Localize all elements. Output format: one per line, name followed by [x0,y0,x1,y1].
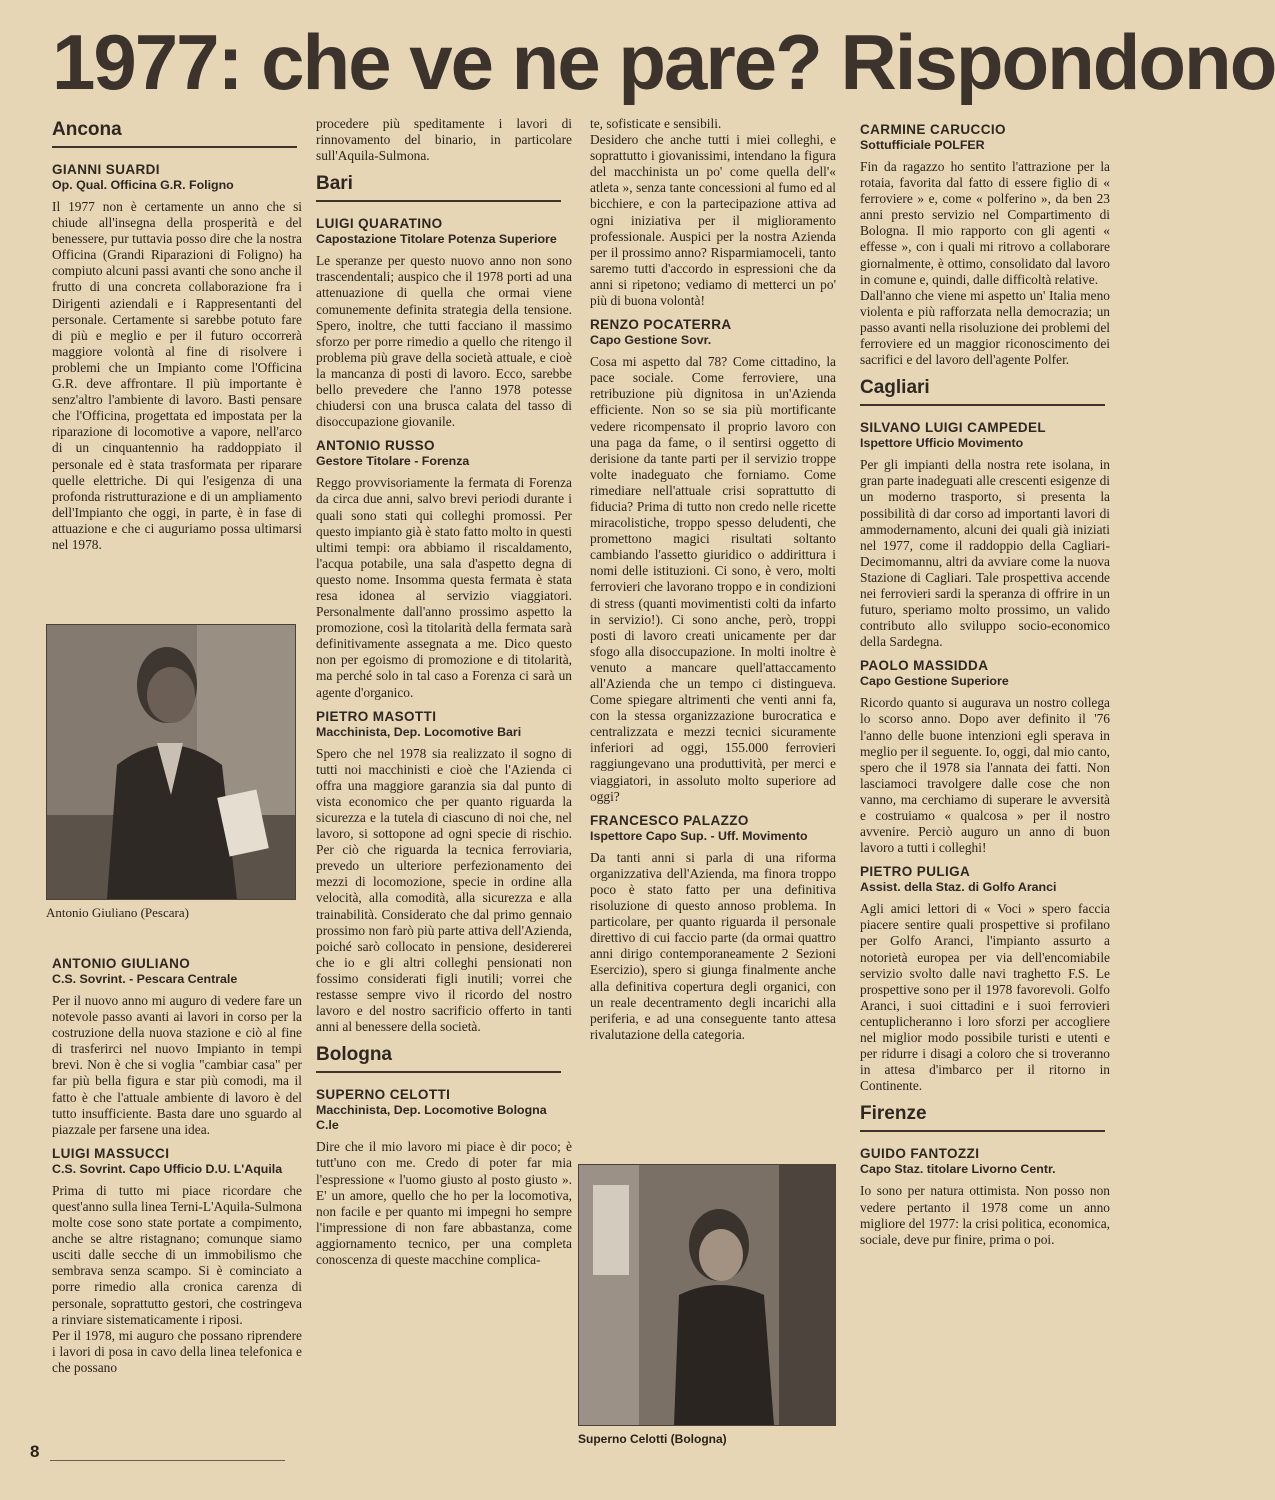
entry-text: Per gli impianti della nostra rete isolana, in gran parte inadeguati alle crescenti esigenze di un moderno trasporto, si presenta la possibilità di dar corso ad importanti lavori di ammodernamento, alcuni dei quali già iniziati nel 1977, come il raddoppio della Cagliari-Decimomannu, altri da avviare come la nuova Stazione di Cagliari. Tale prospettiva accende nei ferrovieri sardi la speranza di offrire in un futuro, speriamo molto prossimo, un valido contributo allo sviluppo socio-economico della Sardegna. [860,457,1110,650]
author-name: PIETRO PULIGA [860,864,971,880]
author-role: Capo Staz. titolare Livorno Centr. [860,1162,1056,1177]
author-name: LUIGI QUARATINO [316,216,443,232]
column-1 [52,116,302,561]
entry-text: Le speranze per questo nuovo anno non sono trascendentali; auspico che il 1978 porti ad una attenuazione di quella che ormai viene comunemente definita strategia della tensione. Spero, inoltre, che tutti facciano il massimo sforzo per porre rimedio a quello che ritengo il problema più grave della società attuale, e cioè la mancanza di posti di lavoro. Ecco, sarebbe bello prevedere che l'anno 1978 potesse chiudersi con una brusca calata del tasso di disoccupazione giovanile. [316,253,572,430]
author-name: RENZO POCATERRA [590,317,732,333]
entry-text: Io sono per natura ottimista. Non posso non vedere pertanto il 1978 come un anno migliore del 1977: la crisi politica, economica, sociale, deve pur finire, prima o poi. [860,1183,1110,1247]
author-name: CARMINE CARUCCIO [860,122,1006,137]
entry-text: Da tanti anni si parla di una riforma organizzativa dell'Azienda, ma finora troppo poco è stato fatto per una definitiva risoluzione di questo annoso problema. In particolare, per quanto riguarda il personale direttivo di cui faccio parte (da ormai quattro anni dirigo contemporaneamente 2 Sezioni Esercizio), spero si giunga finalmente anche alla definitiva copertura degli organici, con un reale decentramento degli incarichi alla periferia, e ad una conseguente tanto attesa rivalutazione della categoria. [590,849,836,1042]
author-name: ANTONIO RUSSO [316,438,435,454]
footer-rule [50,1460,285,1461]
author-role: Macchinista, Dep. Locomotive Bologna C.le [316,1103,547,1133]
column-1-lower [52,956,302,1384]
photo-antonio-giuliano [46,624,296,900]
photo-caption: Superno Celotti (Bologna) [578,1432,727,1446]
column-4 [860,122,1110,1256]
entry-text: Reggo provvisoriamente la fermata di Forenza da circa due anni, salvo brevi periodi durante i quali sono stati qui colleghi promossi. Per questo impianto già è stato fatto molto in questi ultimi tempi: ora abbiamo il riscaldamento, l'acqua potabile, una sala d'aspetto degna di questo nome. Insomma questa fermata è stata resa idonea al servizio viaggiatori. Personalmente dall'anno prossimo aspetto la promozione, così la titolarità della fermata sarà definitivamente assegnata a me. Dico questo non per egoismo di promozione e di titolarità, ma perché solo in tal caso a Forenza ci sarà un agente d'organico. [316,475,572,700]
entry-text: Per il nuovo anno mi auguro di vedere fare un notevole passo avanti ai lavori in corso per la costruzione della nuova stazione e ciò al fine di trasferirci nel nuovo Impianto in tempi brevi. Non è che si voglia "cambiar casa" per far più bella figura e star più comodi, ma il fatto è che l'attuale ambiente di lavoro è del tutto insufficiente. Basta dare uno sguardo al piazzale per farsene una idea. [52,993,302,1137]
section-ancona: Ancona [52,118,297,148]
author-role: Op. Qual. Officina G.R. Foligno [52,178,234,192]
column-2 [316,116,572,1276]
author-name: GUIDO FANTOZZI [860,1146,980,1162]
author-role: Ispettore Capo Sup. - Uff. Movimento [590,828,808,843]
author-role: Gestore Titolare - Forenza [316,454,470,469]
entry-text: Fin da ragazzo ho sentito l'attrazione per la rotaia, favorita dal fatto di essere figlio di « ferroviere » e, come « polferino », da ben 23 anni presto servizio nel Compartimento di Bologna. Il mio rapporto con gli agenti « effesse », con i quali mi ritrovo a collaborare giornalmente, è ottimo, consolidato dal lavoro in comune e, quindi, dalle difficoltà relative. Dall'anno che viene mi aspetto un' Italia meno violenta e più rafforzata nella democrazia; un passo avanti nella risoluzione dei problemi del ferroviere ed un maggior riconoscimento dei sacrifici e del lavoro dell'agente Polfer. [860,159,1110,368]
entry-text-continued: te, sofisticate e sensibili. Desidero che anche tutti i miei colleghi, e soprattutto i giovanissimi, intendano la figura del macchinista un po' come quella dell'« atleta », senza tante concessioni al fumo ed al bicchiere, e con la partecipazione attiva ad ogni iniziativa per il miglioramento professionale. Auspici per la nostra Azienda per il prossimo anno? Risparmiamoceli, tanto saremo tutti d'accordo in espressioni che da anni si ripetono; vediamo di metterci un po' più di buona volontà! [590,116,836,309]
entry-text: Agli amici lettori di « Voci » spero faccia piacere sentire quali prospettive si profilano per Golfo Aranci, l'impianto assurto a notorietà europea per via dell'encomiabile servizio svolto dalle navi traghetto F.S. Le prospettive sono per il 1978 favorevoli. Golfo Aranci, i suoi cittadini e i suoi ferrovieri centuplicheranno i loro sforzi per accogliere nel miglior modo possibile turisti e utenti e per ridurre i disagi a coloro che si troveranno in attesa d'imbarco per il ritorno in Continente. [860,901,1110,1094]
headline: 1977: che ve ne pare? Rispondono [52,18,1275,106]
author-name: FRANCESCO PALAZZO [590,812,749,828]
entry-text: Prima di tutto mi piace ricordare che quest'anno sulla linea Terni-L'Aquila-Sulmona molte cose sono state portate a compimento, anche se altre ristagnano; comunque siamo usciti dalle secche di un immobilismo che sembrava senza scampo. Si è cominciato a porre rimedio alla cronica carenza di personale, soprattutto gestori, che costringeva a rinviare sistematicamente i riposi. Per il 1978, mi auguro che possano riprendere i lavori di posa in cavo della linea telefonica e che possano [52,1182,302,1375]
entry-text-continued: procedere più speditamente i lavori di rinnovamento del binario, in particolare sull'Aquila-Sulmona. [316,116,572,164]
photo-caption: Antonio Giuliano (Pescara) [46,905,189,920]
author-name: ANTONIO GIULIANO [52,956,191,971]
column-3 [590,116,836,1051]
author-name: GIANNI SUARDI [52,162,160,177]
entry-text: Dire che il mio lavoro mi piace è dir poco; è tutt'uno con me. Credo di poter far mia l'espressione « l'uomo giusto al posto giusto ». E' un amore, quello che ho per la locomotiva, non facile e per quanto mi impegni ho sempre l'impressione di non fare abbastanza, come aggiornamento tecnico, per una completa conoscenza di queste macchine complica- [316,1139,572,1267]
section-cagliari: Cagliari [860,376,1105,406]
entry-text: Spero che nel 1978 sia realizzato il sogno di tutti noi macchinisti e cioè che l'Azienda ci offra una maggiore garanzia sia dal punto di vista economico che per quanto riguarda la sicurezza e la tutela di ciascuno di noi che, nel lavoro, si sottopone ad ogni specie di rischio. Per ciò che riguarda la tecnica ferroviaria, prevedo un ulteriore perfezionamento dei mezzi di locomozione, specie in ordine alla velocità, alla comodità, alla sicurezza e alla trainabilità. Considerato che dal primo gennaio prossimo non farò più parte attiva dell'Azienda, poiché sarò collocato in pensione, desidererei che io e gli altri colleghi pensionati non fossimo considerati figli inutili; vorrei che restasse sempre vivo il ricordo del nostro lavoro e del nostro sacrificio offerto in tanti anni al benessere della società. [316,745,572,1035]
section-bari: Bari [316,172,561,202]
author-name: LUIGI MASSUCCI [52,1145,170,1161]
author-role: Sottufficiale POLFER [860,138,985,152]
section-firenze: Firenze [860,1102,1105,1132]
author-role: Ispettore Ufficio Movimento [860,436,1024,451]
author-role: Capo Gestione Superiore [860,674,1009,689]
author-role: Capo Gestione Sovr. [590,333,712,348]
author-name: PIETRO MASOTTI [316,708,437,724]
author-name: PAOLO MASSIDDA [860,658,989,674]
entry-text: Ricordo quanto si augurava un nostro collega lo scorso anno. Dopo aver definito il '76 l'anno delle buone intenzioni egli sperava in meglio per il seguente. Io, oggi, dal mio canto, spero che il 1978 sia l'annata dei fatti. Non lasciamoci travolgere dalle cose che non vanno, ma cerchiamo di superare le avversità e costruiamo « qualcosa » per il nostro avvenire. Perciò auguro un anno di buon lavoro a tutti i colleghi! [860,695,1110,856]
author-role: C.S. Sovrint. - Pescara Centrale [52,972,238,986]
author-name: SILVANO LUIGI CAMPEDEL [860,420,1047,436]
author-name: SUPERNO CELOTTI [316,1087,451,1103]
author-role: Assist. della Staz. di Golfo Aranci [860,880,1057,895]
photo-superno-celotti [578,1164,836,1426]
section-bologna: Bologna [316,1043,561,1073]
author-role: C.S. Sovrint. Capo Ufficio D.U. L'Aquila [52,1161,283,1176]
author-role: Capostazione Titolare Potenza Superiore [316,232,557,247]
entry-text: Il 1977 non è certamente un anno che si chiude all'insegna della prosperità e del benessere, pur tuttavia posso dire che la nostra Officina (Grandi Riparazioni di Foligno) ha compiuto alcuni passi avanti che sono anche il frutto di una concreta collaborazione fra i Dirigenti aziendali e i Rappresentanti del personale. Certamente si sarebbe potuto fare di più e meglio e per il futuro occorrerà maggiore volontà al fine di risolvere i problemi che un Impianto come l'Officina G.R. deve affrontare. Il più importante è senz'altro l'ambiente di lavoro. Basti pensare che l'Officina, progettata ed impostata per la riparazione di locomotive a vapore, nell'arco di un cinquantennio ha raddoppiato il personale ed è stata trasformata per riparare quelle elettriche. Di qui l'esigenza di una profonda ristrutturazione e di un ampliamento dell'Impianto che oggi, in parte, è in fase di attuazione e che ci auguriamo possa ultimarsi nel 1978. [52,199,302,552]
author-role: Macchinista, Dep. Locomotive Bari [316,724,522,739]
page-number: 8 [30,1442,40,1461]
entry-text: Cosa mi aspetto dal 78? Come cittadino, la pace sociale. Come ferroviere, una retribuzione più dignitosa in un'Azienda efficiente. Non so se sia più mortificante vedere ricompensato il proprio lavoro con una paga da fame, o il sentirsi oggetto di derisione da tante parti per il servizio troppe volte inadeguato che forniamo. Come rimediare nell'attuale crisi soprattutto di fiducia? Prima di tutto non credo nelle ricette miracolistiche, troppo spesso deludenti, che promettono magici risultati soltanto cambiando l'assetto giuridico o addirittura i nomi delle istituzioni. Ci sono, è vero, molti ferrovieri che lavorano troppo e in condizioni di stress (quanti movimentisti colti da infarto in servizio!). Ci sono anche, però, troppi posti di lavoro creati unicamente per dar sfogo alla disoccupazione. In molti inoltre è venuto a mancare quell'attaccamento all'Azienda che un tempo ci distingueva. Come spiegare altrimenti che venti anni fa, con la stessa organizzazione burocratica e centralizzata e mezzi tecnici sicuramente inferiori ad oggi, 155.000 ferrovieri raggiungevano una produttività, per merci e viaggiatori, in assoluto molto superiore ad oggi? [590,354,836,804]
